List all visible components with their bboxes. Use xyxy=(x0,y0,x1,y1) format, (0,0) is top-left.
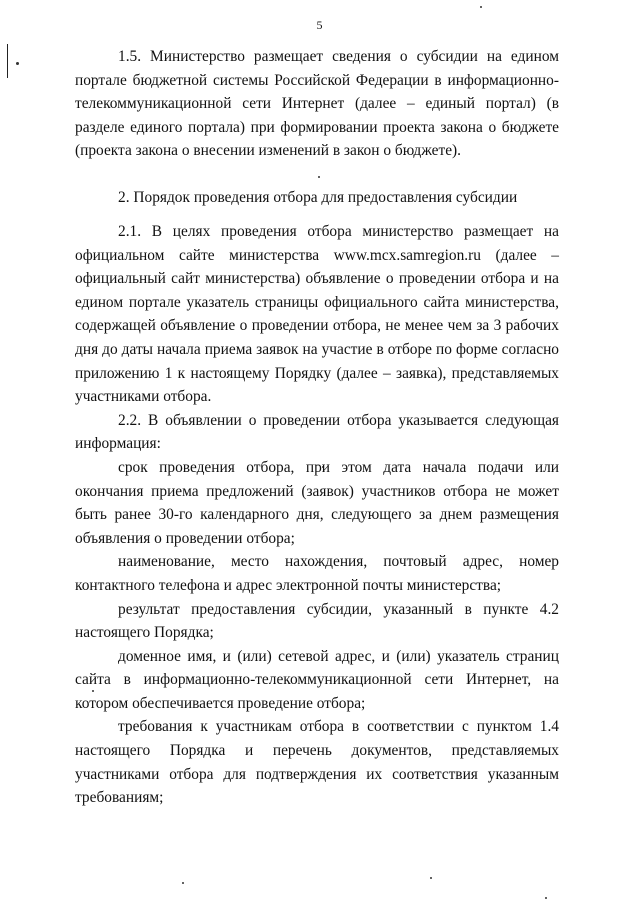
page-number: 5 xyxy=(316,18,323,32)
scan-margin-mark xyxy=(7,44,8,78)
section-2-body xyxy=(75,220,559,810)
paragraph-contacts: наименование, место нахождения, почтовый адрес, номер контактного телефона и адрес электронной почты министерства; xyxy=(75,553,559,594)
paragraph-2-2: 2.2. В объявлении о проведении отбора указывается следующая информация: xyxy=(75,411,559,453)
paragraph-1-5: 1.5. Министерство размещает сведения о субсидии на едином портале бюджетной системы Российской Федерации в информационно-телекоммуникационной сети Интернет (далее – единый портал) (в разделе единого портала) при формировании проекта закона о бюджете (проекта закона о внесении изменений в закон о бюджете). xyxy=(75,48,559,160)
clause-1-5 xyxy=(75,45,559,163)
paragraph-requirements: требования к участникам отбора в соответствии с пунктом 1.4 настоящего Порядка и перечень документов, представляемых участниками отбора для подтверждения их соответствия указанным требованиям; xyxy=(75,718,559,807)
paragraph-2-1: 2.1. В целях проведения отбора министерство размещает на официальном сайте министерства www.mcx.samregion.ru (далее – официальный сайт министерства) объявление о проведении отбора и на едином портале указатель страницы официального сайта министерства, содержащей объявление о проведении отбора, не менее чем за 3 рабочих дня до даты начала приема заявок на участие в отборе по форме согласно приложению 1 к настоящему Порядку (далее – заявка), представляемых участниками отбора. xyxy=(75,223,559,406)
section-2-heading: 2. Порядок проведения отбора для предоставления субсидии xyxy=(118,189,518,206)
paragraph-domain: доменное имя, и (или) сетевой адрес, и (или) указатель страниц сайта в информационно-телекоммуникационной сети Интернет, на котором обеспечивается проведение отбора; xyxy=(75,647,559,712)
paragraph-term: срок проведения отбора, при этом дата начала подачи или окончания приема предложений (заявок) участников отбора не может быть ранее 30-го календарного дня, следующего за днем размещения объявления о проведении отбора; xyxy=(75,458,559,547)
paragraph-result: результат предоставления субсидии, указанный в пункте 4.2 настоящего Порядка; xyxy=(75,600,559,642)
